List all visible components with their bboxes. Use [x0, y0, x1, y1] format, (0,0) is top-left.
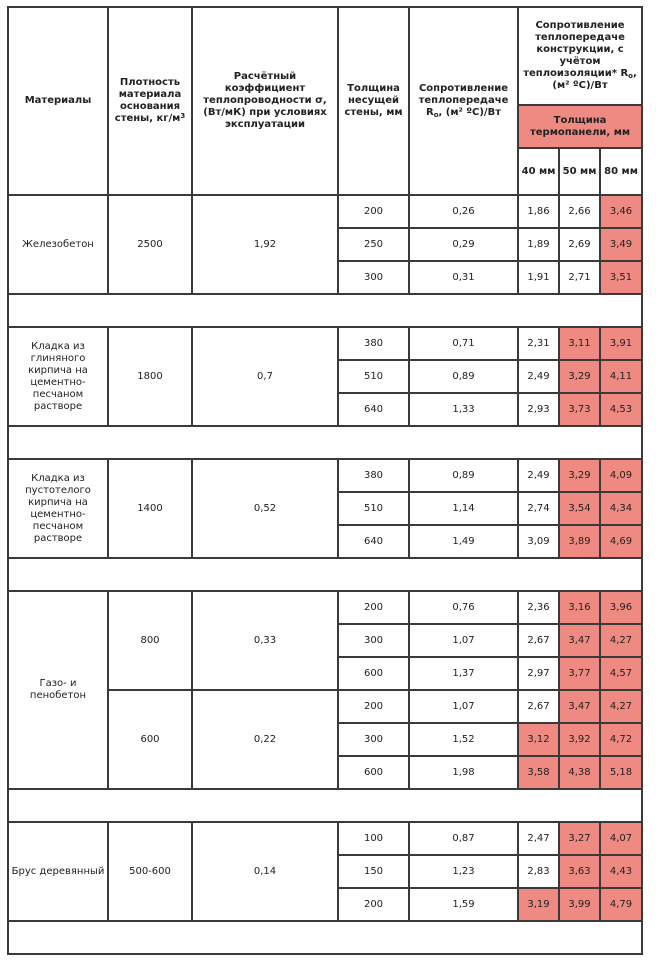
thickness-value: 300: [338, 261, 409, 294]
thickness-value: 300: [338, 723, 409, 756]
resistance-value: 0,87: [409, 822, 518, 855]
value-80: 3,96: [600, 591, 642, 624]
value-40: 2,49: [518, 360, 559, 393]
resistance-value: 0,29: [409, 228, 518, 261]
value-40: 2,47: [518, 822, 559, 855]
value-80: 4,27: [600, 690, 642, 723]
value-40: 2,83: [518, 855, 559, 888]
table-row: [8, 195, 642, 228]
spacer-row: [8, 558, 642, 591]
resistance-value: 1,52: [409, 723, 518, 756]
value-80: 4,79: [600, 888, 642, 921]
value-40: 2,67: [518, 624, 559, 657]
value-40: 2,97: [518, 657, 559, 690]
thickness-value: 600: [338, 756, 409, 789]
header-row: [8, 7, 642, 105]
resistance-value: 1,59: [409, 888, 518, 921]
resistance-value: 1,07: [409, 690, 518, 723]
header-resistance-insulated: Сопротивление теплопередаче конструкции, с учётом теплоизоляции* Ro, (м² ºС)/Вт: [518, 7, 642, 105]
value-40: 2,49: [518, 459, 559, 492]
thickness-value: 380: [338, 327, 409, 360]
value-50: 3,77: [559, 657, 600, 690]
value-40: 3,58: [518, 756, 559, 789]
header-conductivity: Расчётный коэффициент теплопроводности σ, (Вт/мК) при условиях эксплуатации: [192, 7, 338, 195]
density-value: 600: [108, 690, 192, 789]
header-panel-80: 80 мм: [600, 148, 642, 195]
material-name: Кладка из пустотелого кирпича на цементно-песчаном растворе: [8, 459, 108, 558]
thickness-value: 200: [338, 591, 409, 624]
density-value: 1800: [108, 327, 192, 426]
value-50: 3,47: [559, 690, 600, 723]
thickness-value: 200: [338, 690, 409, 723]
material-name: Железобетон: [8, 195, 108, 294]
value-50: 3,47: [559, 624, 600, 657]
thermal-resistance-table: [7, 6, 643, 955]
density-value: 1400: [108, 459, 192, 558]
resistance-value: 1,14: [409, 492, 518, 525]
value-80: 4,27: [600, 624, 642, 657]
resistance-value: 0,31: [409, 261, 518, 294]
value-50: 3,27: [559, 822, 600, 855]
resistance-value: 1,49: [409, 525, 518, 558]
thickness-value: 100: [338, 822, 409, 855]
value-40: 2,31: [518, 327, 559, 360]
spacer-row: [8, 426, 642, 459]
resistance-value: 1,23: [409, 855, 518, 888]
table-row: [8, 822, 642, 855]
value-50: 3,73: [559, 393, 600, 426]
density-value: 500-600: [108, 822, 192, 921]
value-40: 2,74: [518, 492, 559, 525]
thickness-value: 250: [338, 228, 409, 261]
value-80: 3,91: [600, 327, 642, 360]
thickness-value: 640: [338, 393, 409, 426]
value-50: 2,69: [559, 228, 600, 261]
header-panel-40: 40 мм: [518, 148, 559, 195]
header-density: Плотность материала основания стены, $кг/м^3$: [108, 7, 192, 195]
conductivity-value: 0,22: [192, 690, 338, 789]
value-80: 4,72: [600, 723, 642, 756]
value-80: 4,34: [600, 492, 642, 525]
thickness-value: 200: [338, 195, 409, 228]
value-50: 3,63: [559, 855, 600, 888]
value-80: 4,43: [600, 855, 642, 888]
value-40: 2,93: [518, 393, 559, 426]
resistance-value: 0,71: [409, 327, 518, 360]
conductivity-value: 0,7: [192, 327, 338, 426]
material-name: Кладка из глиняного кирпича на цементно-песчаном растворе: [8, 327, 108, 426]
value-50: 3,16: [559, 591, 600, 624]
resistance-value: 0,76: [409, 591, 518, 624]
thickness-value: 150: [338, 855, 409, 888]
value-40: 1,86: [518, 195, 559, 228]
thickness-value: 200: [338, 888, 409, 921]
table-row: [8, 591, 642, 624]
material-name: Брус деревянный: [8, 822, 108, 921]
value-50: 2,71: [559, 261, 600, 294]
spacer-row: [8, 789, 642, 822]
header-materials: Материалы: [8, 7, 108, 195]
value-50: 3,89: [559, 525, 600, 558]
value-50: 3,92: [559, 723, 600, 756]
value-50: 3,54: [559, 492, 600, 525]
value-40: 3,09: [518, 525, 559, 558]
resistance-value: 1,33: [409, 393, 518, 426]
value-40: 1,89: [518, 228, 559, 261]
value-40: 2,36: [518, 591, 559, 624]
value-80: 4,07: [600, 822, 642, 855]
value-50: 3,99: [559, 888, 600, 921]
header-panel-50: 50 мм: [559, 148, 600, 195]
thickness-value: 510: [338, 492, 409, 525]
value-80: 3,46: [600, 195, 642, 228]
thickness-value: 640: [338, 525, 409, 558]
conductivity-value: 0,14: [192, 822, 338, 921]
header-wall-thickness: Толщина несущей стены, мм: [338, 7, 409, 195]
resistance-value: 0,89: [409, 459, 518, 492]
value-80: 4,69: [600, 525, 642, 558]
thickness-value: 510: [338, 360, 409, 393]
resistance-value: 0,89: [409, 360, 518, 393]
value-80: 4,53: [600, 393, 642, 426]
table-row: [8, 459, 642, 492]
value-40: 2,67: [518, 690, 559, 723]
header-panel-thickness: Толщина термопанели, мм: [518, 105, 642, 148]
resistance-value: 1,98: [409, 756, 518, 789]
value-80: 4,57: [600, 657, 642, 690]
value-50: 4,38: [559, 756, 600, 789]
density-value: 2500: [108, 195, 192, 294]
value-50: 3,11: [559, 327, 600, 360]
value-80: 5,18: [600, 756, 642, 789]
conductivity-value: 0,52: [192, 459, 338, 558]
value-80: 3,49: [600, 228, 642, 261]
resistance-value: 1,07: [409, 624, 518, 657]
spacer-row: [8, 921, 642, 954]
resistance-value: 0,26: [409, 195, 518, 228]
header-resistance: Сопротивление теплопередаче Ro, (м² ºС)/Вт: [409, 7, 518, 195]
spacer-row: [8, 294, 642, 327]
value-40: 3,12: [518, 723, 559, 756]
thickness-value: 600: [338, 657, 409, 690]
thickness-value: 380: [338, 459, 409, 492]
conductivity-value: 0,33: [192, 591, 338, 690]
resistance-value: 1,37: [409, 657, 518, 690]
value-40: 1,91: [518, 261, 559, 294]
value-80: 3,51: [600, 261, 642, 294]
value-80: 4,09: [600, 459, 642, 492]
density-value: 800: [108, 591, 192, 690]
material-name: Газо- и пенобетон: [8, 591, 108, 789]
value-40: 3,19: [518, 888, 559, 921]
value-50: 2,66: [559, 195, 600, 228]
value-50: 3,29: [559, 459, 600, 492]
value-80: 4,11: [600, 360, 642, 393]
thickness-value: 300: [338, 624, 409, 657]
table-row: [8, 327, 642, 360]
value-50: 3,29: [559, 360, 600, 393]
conductivity-value: 1,92: [192, 195, 338, 294]
